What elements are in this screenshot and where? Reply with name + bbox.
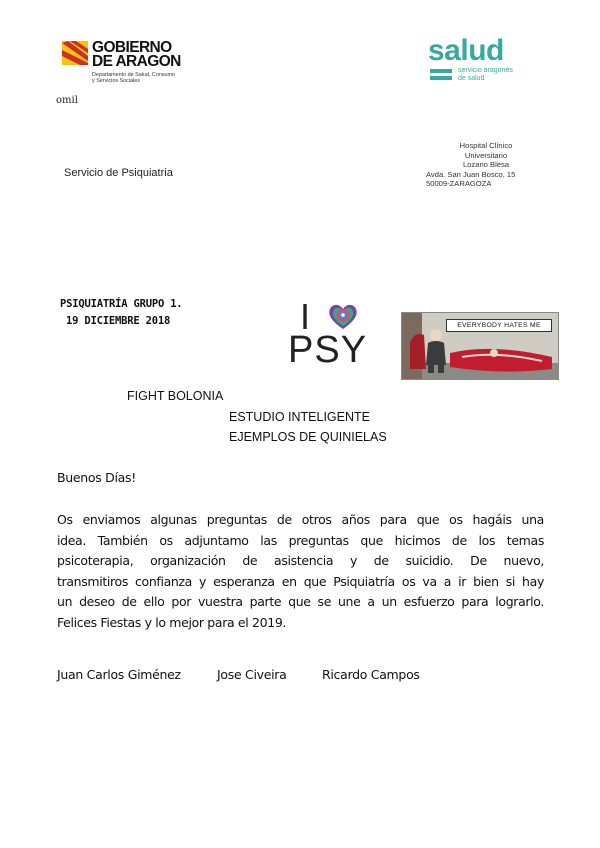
hospital-line4: Avda. San Juan Bosco, 15	[426, 169, 516, 179]
gobierno-name-line2: DE ARAGON	[92, 53, 181, 70]
letter-line: psicoterapia, organización de asistencia y de suicidio. De nuevo,	[57, 553, 544, 568]
letter-line: Os enviamos algunas preguntas de otros años para que os hagáis una	[57, 512, 544, 527]
salud-logo	[428, 36, 538, 86]
heart-icon	[328, 302, 358, 332]
letter-line: idea. También os adjuntamo las preguntas que hicimos de los temas	[57, 532, 544, 548]
group-title: PSIQUIATRÍA GRUPO 1.	[60, 298, 183, 310]
ilove-psy-text: PSY	[288, 329, 368, 371]
signature-gimenez: Juan Carlos Giménez	[57, 667, 181, 682]
omil-text: omil	[56, 95, 78, 106]
hospital-line2: Universitario	[464, 150, 508, 160]
ilove-i-letter: I	[300, 296, 311, 337]
everybody-hates-me-cartoon	[401, 312, 559, 380]
signature-civeira: Jose Civeira	[217, 667, 287, 682]
cartoon-caption: EVERYBODY HATES ME	[446, 319, 552, 332]
gobierno-aragon-logo	[62, 41, 222, 91]
title-fight: FIGHT BOLONIA	[127, 389, 224, 403]
signature-campos: Ricardo Campos	[322, 667, 420, 682]
aragon-flag-icon	[62, 41, 88, 65]
salud-word: salud	[428, 34, 504, 67]
hospital-address	[426, 141, 546, 189]
gobierno-name	[92, 41, 181, 69]
gobierno-department	[92, 72, 202, 84]
hospital-line3: Lozano Blesa	[462, 160, 510, 170]
group-date: 19 DICIEMBRE 2018	[66, 315, 171, 327]
letter-body	[57, 510, 544, 633]
gobierno-sub-line2: y Servicios Sociales	[92, 78, 140, 85]
i-love-psy-logo	[288, 296, 370, 371]
salud-bar-decoration-2	[430, 76, 452, 80]
letter-line: un deseo de ello por vuestra parte que se une a un esfuerzo para lograrlo.	[57, 594, 544, 609]
servicio-label: Servicio de Psiquiatria	[64, 167, 173, 179]
gobierno-name-line1: GOBIERNO	[92, 39, 172, 56]
salud-sub-line2: de salud	[458, 74, 485, 82]
title-ejemplos: EJEMPLOS DE QUINIELAS	[229, 430, 387, 444]
greeting: Buenos Días!	[57, 470, 136, 485]
letter-line: transmitiros confianza y esperanza en que Psiquiatría os va a ir bien si hay	[57, 573, 544, 589]
group-date-block	[60, 296, 182, 330]
salud-bar-decoration	[430, 69, 452, 73]
letter-line: Felices Fiestas y lo mejor para el 2019.	[57, 614, 287, 630]
hospital-line1: Hospital Clínico	[459, 141, 513, 150]
title-estudio: ESTUDIO INTELIGENTE	[229, 410, 370, 424]
salud-sub-line1: servicio aragonés	[458, 67, 513, 74]
hospital-line5: 50009-ZARAGOZA	[426, 179, 492, 189]
gobierno-sub-line1: Departamento de Salud, Consumo	[92, 72, 176, 78]
salud-subtitle	[458, 67, 528, 82]
